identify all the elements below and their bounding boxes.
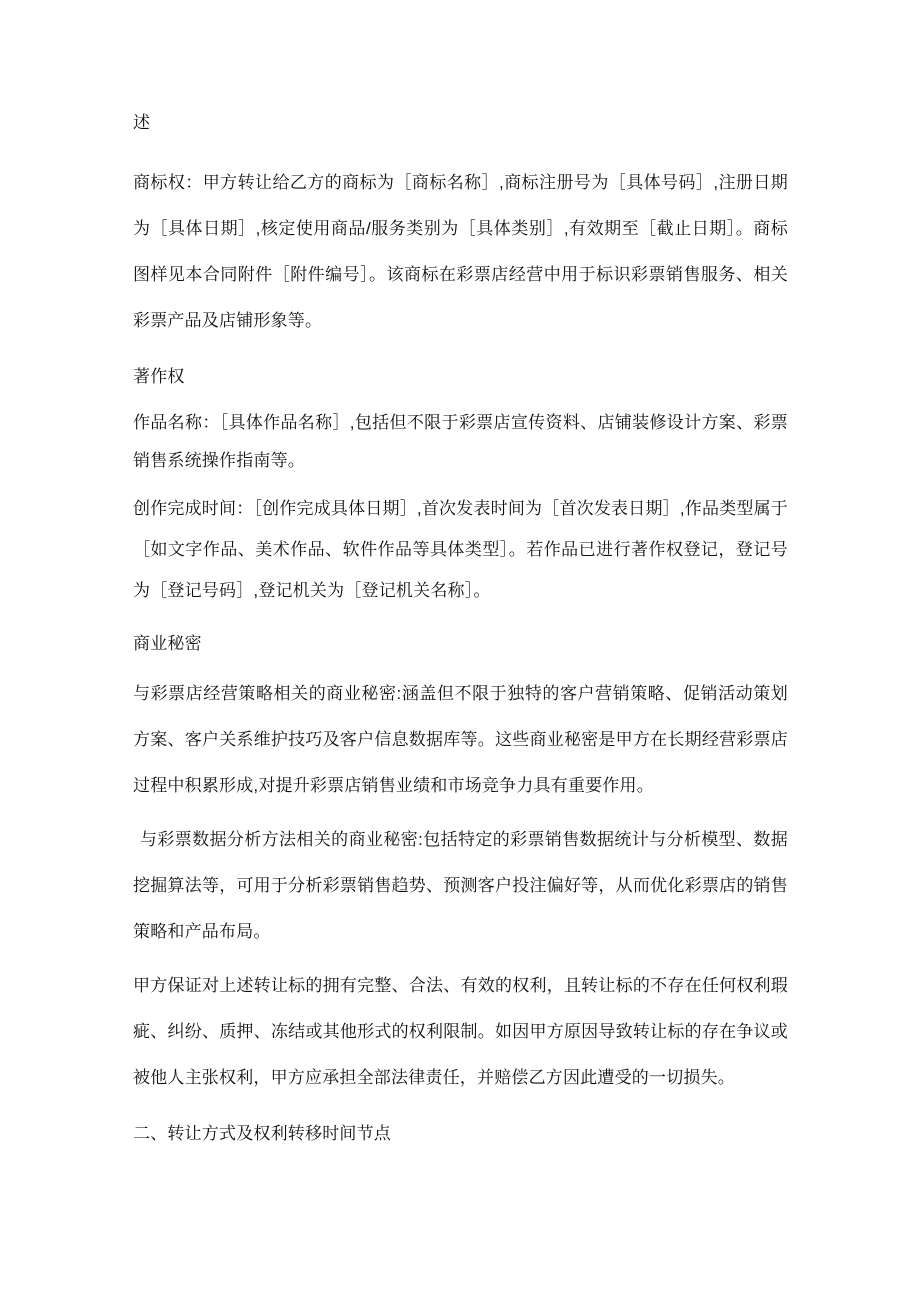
spacer	[133, 142, 788, 160]
heading-section-two: 二、转让方式及权利转移时间节点	[133, 1124, 391, 1143]
paragraph-business-strategy-secret: 与彩票店经营策略相关的商业秘密:涵盖但不限于独特的客户营销策略、促销活动策划方案、客户关系维护技巧及客户信息数据库等。这些商业秘密是甲方在长期经营彩票店过程中积累形成,对提升彩票店销售业绩和市场竞争力具有重要作用。	[133, 684, 788, 795]
paragraph-warranty: 甲方保证对上述转让标的拥有完整、合法、有效的权利，且转让标的不存在任何权利瑕疵、纠纷、质押、冻结或其他形式的权利限制。如因甲方原因导致转让标的存在争议或被他人主张权利，甲方应承担全部法律责任，并赔偿乙方因此遭受的一切损失。	[133, 976, 788, 1087]
spacer	[133, 955, 788, 963]
paragraph-work-name: 作品名称：［具体作品名称］,包括但不限于彩票店宣传资料、店铺装修设计方案、彩票销售系统操作指南等。	[133, 413, 788, 470]
document-body	[133, 104, 788, 1153]
spacer	[133, 663, 788, 671]
spacer	[133, 611, 788, 625]
orphan-line-shu: 述	[133, 113, 151, 132]
paragraph-trademark-rights: 商标权：甲方转让给乙方的商标为［商标名称］,商标注册号为［具体号码］,注册日期为［具体日期］,核定使用商品/服务类别为［具体类别］,有效期至［截止日期］。商标图样见本合同附件［附件编号］。该商标在彩票店经营中用于标识彩票销售服务、相关彩票产品及店铺形象等。	[133, 173, 788, 330]
heading-copyright: 著作权	[133, 367, 185, 386]
paragraph-data-analysis-secret: 与彩票数据分析方法相关的商业秘密:包括特定的彩票销售数据统计与分析模型、数据挖掘算法等，可用于分析彩票销售趋势、预测客户投注偏好等，从而优化彩票店的销售策略和产品布局。	[133, 830, 788, 941]
heading-trade-secret: 商业秘密	[133, 634, 202, 653]
spacer	[133, 1101, 788, 1115]
spacer	[133, 344, 788, 358]
paragraph-creation-time: 创作完成时间：［创作完成具体日期］,首次发表时间为［首次发表日期］,作品类型属于［如文字作品、美术作品、软件作品等具体类型］。若作品已进行著作权登记，登记号为［登记号码］,登记机关为［登记机关名称］。	[133, 499, 788, 600]
spacer	[133, 396, 788, 404]
spacer	[133, 809, 788, 817]
spacer	[133, 480, 788, 488]
